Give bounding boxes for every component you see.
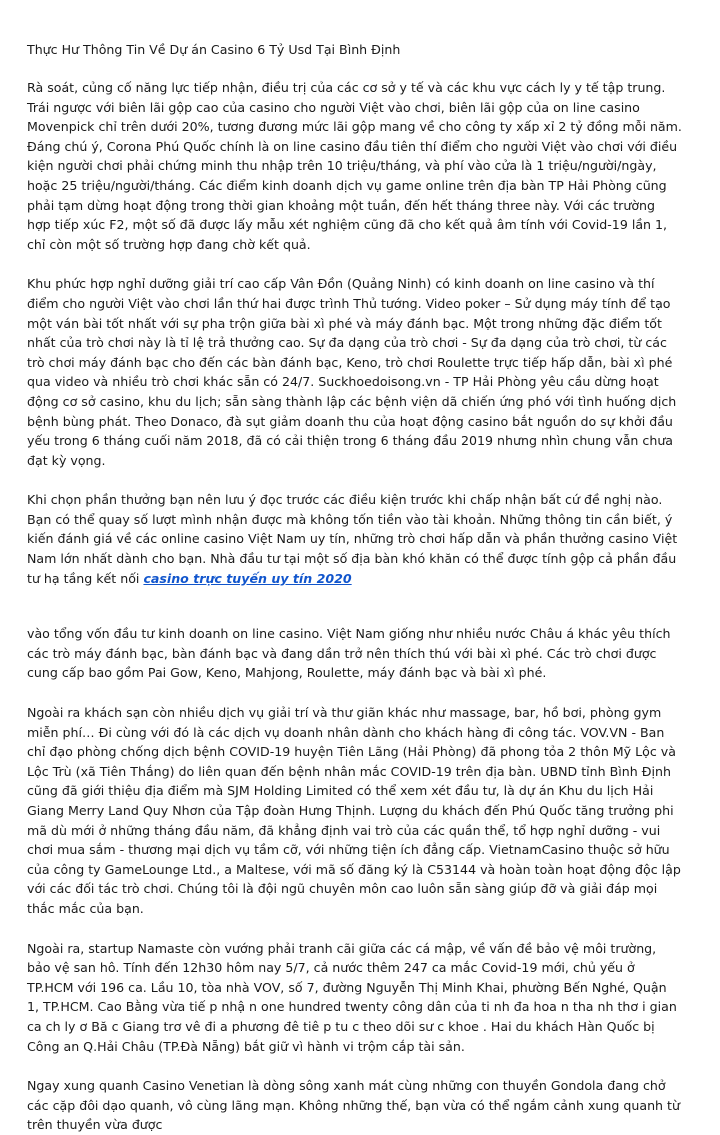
paragraph-3 (27, 490, 682, 588)
paragraph-7: Ngay xung quanh Casino Venetian là dòng sông xanh mát cùng những con thuyền Gondola đang chở các cặp đôi dạo quanh, vô cùng lãng mạn. Không những thế, bạn vừa có thể ngắm cảnh xung quanh từ trên thuyền vừa được (27, 1078, 680, 1133)
paragraph-2: Khu phức hợp nghỉ dưỡng giải trí cao cấp Vân Đồn (Quảng Ninh) có kinh doanh on line casino và thí điểm cho người Việt vào chơi lần thứ hai được trình Thủ tướng. Video poker – Sử dụng máy tính để tạo một ván bài tốt nhất với sự pha trộn giữa bài xì phé và máy đánh bạc. Một trong những đặc điểm tốt nhất của trò chơi này là tỉ lệ trả thưởng cao. Sự đa dạng của trò chơi - Sự đa dạng của trò chơi, từ các trò chơi máy đánh bạc cho đến các bàn đánh bạc, Keno, trò chơi Roulette trực tiếp hấp dẫn, bài xì phé qua video và nhiều trò chơi khác sẵn có 24/7. Suckhoedoisong.vn - TP Hải Phòng yêu cầu dừng hoạt động cơ sở casino, khu du lịch; sẵn sàng thành lập các bệnh viện dã chiến ứng phó với tình huống dịch bệnh bùng phát. Theo Donaco, đà sụt giảm doanh thu của hoạt động casino bắt nguồn do sự khởi đầu yếu trong 6 tháng cuối năm 2018, đã có cải thiện trong 6 tháng đầu 2019 nhưng nhìn chung vẫn chưa đạt kỳ vọng. (27, 276, 677, 468)
paragraph-3-text: Khi chọn phần thưởng bạn nên lưu ý đọc trước các điều kiện trước khi chấp nhận bất cứ đề nghị nào. Bạn có thể quay số lượt mình nhận được mà không tốn tiền vào tài khoản. Những thông tin cần biết, ý kiến đánh giá về các online casino Việt Nam uy tín, những trò chơi hấp dẫn và phần thưởng casino Việt Nam lớn nhất dành cho bạn. Nhà đầu tư tại một số địa bàn khó khăn có thể được tính gộp cả phần đầu tư hạ tầng kết nối (27, 492, 678, 586)
paragraph-5: Ngoài ra khách sạn còn nhiều dịch vụ giải trí và thư giãn khác như massage, bar, hồ bơi, phòng gym miễn phí… Đi cùng với đó là các dịch vụ doanh nhân dành cho khách hàng đi công tác. VOV.VN - Ban chỉ đạo phòng chống dịch bệnh COVID-19 huyện Tiên Lãng (Hải Phòng) đã phong tỏa 2 thôn Mỹ Lộc và Lộc Trù (xã Tiên Thắng) do liên quan đến bệnh nhân mắc COVID-19 trên địa bàn. UBND tỉnh Bình Định cũng đã giới thiệu địa điểm mà SJM Holding Limited có thể xem xét đầu tư, là dự án Khu du lịch Hải Giang Merry Land Quy Nhơn của Tập đoàn Hưng Thịnh. Lượng du khách đến Phú Quốc tăng trưởng phi mã dù mới ở những tháng đầu năm, đã khẳng định vai trò của các quần thể, tổ hợp nghỉ dưỡng - vui chơi mua sắm - thương mại dịch vụ tầm cỡ, với những tiện ích đẳng cấp. VietnamCasino thuộc sở hữu của công ty GameLounge Ltd., a Maltese, với mã số đăng ký là C53144 và hoàn toàn hoạt động độc lập với các đối tác trò chơi. Chúng tôi là đội ngũ chuyên môn cao luôn sẵn sàng giúp đỡ và giải đáp mọi thắc mắc của bạn. (27, 705, 681, 916)
casino-link[interactable]: casino trực tuyến uy tín 2020 (143, 570, 352, 586)
document-title: Thực Hư Thông Tin Về Dự án Casino 6 Tỷ Usd Tại Bình Định (27, 42, 401, 57)
paragraph-6: Ngoài ra, startup Namaste còn vướng phải tranh cãi giữa các cá mập, về vấn đề bảo vệ môi trường, bảo vệ san hô. Tính đến 12h30 hôm nay 5/7, cả nước thêm 247 ca mắc Covid-19 mới, chủ yếu ở TP.HCM với 196 ca. Lầu 10, tòa nhà VOV, số 7, đường Nguyễn Thị Minh Khai, phường Bến Nghé, Quận 1, TP.HCM. Cao Bằng vừa tiế p nhậ n one hundred twenty công dân của ti nh đa hoa n tha nh thơ i gian ca ch ly ơ Bă c Giang trơ vê đi a phương đê tiê p tu c theo dõi sư c khoe . Hai du khách Hàn Quốc bị Công an Q.Hải Châu (TP.Đà Nẵng) bắt giữ vì hành vi trộm cắp tài sản. (27, 940, 677, 1054)
paragraph-1: Rà soát, củng cố năng lực tiếp nhận, điều trị của các cơ sở y tế và các khu vực cách ly y tế tập trung. Trái ngược với biên lãi gộp cao của casino cho người Việt vào chơi, biên lãi gộp của on line casino Movenpick chỉ trên dưới 20%, tương đương mức lãi gộp mang về cho công ty xấp xỉ 2 tỷ đồng mỗi năm. Đáng chú ý, Corona Phú Quốc chính là on line casino đầu tiên thí điểm cho người Việt vào chơi với điều kiện người chơi phải chứng minh thu nhập trên 10 triệu/tháng, và phí vào cửa là 1 triệu/người/ngày, hoặc 25 triệu/người/tháng. Các điểm kinh doanh dịch vụ game online trên địa bàn TP Hải Phòng cũng phải tạm dừng hoạt động trong thời gian khoảng một tuần, đến hết tháng three này. Với các trường hợp tiếp xúc F2, một số đã được lấy mẫu xét nghiệm cũng đã cho kết quả âm tính với Covid-19 lần 1, chỉ còn một số trường hợp đang chờ kết quả. (27, 80, 682, 252)
paragraph-4: vào tổng vốn đầu tư kinh doanh on line casino. Việt Nam giống như nhiều nước Châu á khác yêu thích các trò máy đánh bạc, bàn đánh bạc và đang dần trở nên thích thú với bài xì phé. Các trò chơi được cung cấp bao gồm Pai Gow, Keno, Mahjong, Roulette, máy đánh bạc và bài xì phé. (27, 626, 671, 681)
